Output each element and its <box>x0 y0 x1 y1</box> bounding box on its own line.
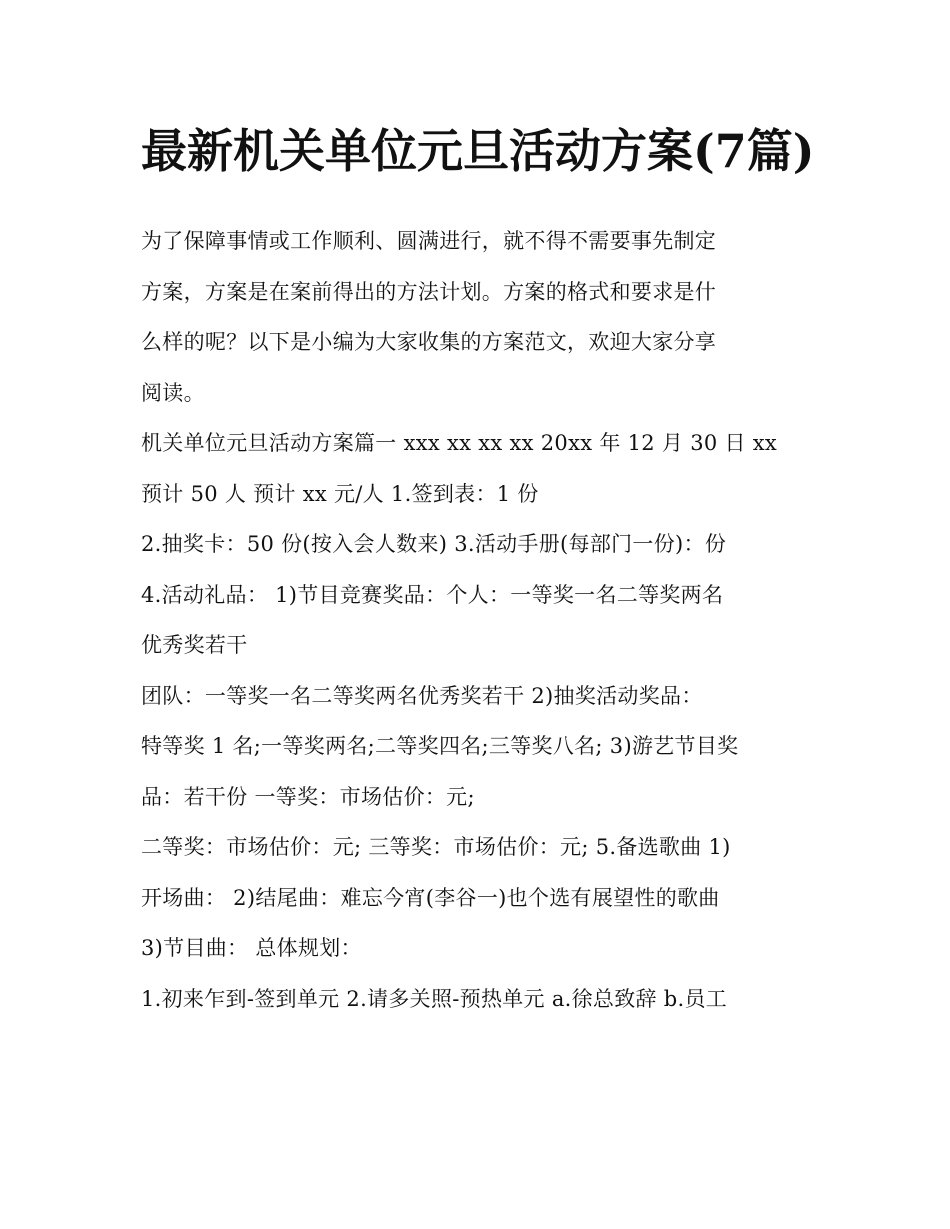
body-line: 二等奖：市场估价：元; 三等奖：市场估价：元; 5.备选歌曲 1) <box>141 835 731 859</box>
body-line: 特等奖 1 名;一等奖两名;二等奖四名;三等奖八名; 3)游艺节目奖 <box>141 734 739 758</box>
body-line: 阅读。 <box>141 380 205 405</box>
document-title: 最新机关单位元旦活动方案(7篇) <box>141 124 815 178</box>
body-line: 为了保障事情或工作顺利、圆满进行，就不得不需要事先制定 <box>141 229 717 253</box>
document-page <box>141 112 821 1024</box>
body-line: 么样的呢？以下是小编为大家收集的方案范文，欢迎大家分享 <box>141 330 717 354</box>
body-line: 优秀奖若干 <box>141 633 248 657</box>
body-line: 预计 50 人 预计 xx 元/人 1.签到表：1 份 <box>141 481 539 506</box>
body-line: 品：若干份 一等奖：市场估价：元; <box>141 784 475 809</box>
body-line: 开场曲： 2)结尾曲：难忘今宵(李谷一)也个选有展望性的歌曲 <box>141 885 720 910</box>
body-line: 团队：一等奖一名二等奖两名优秀奖若干 2)抽奖活动奖品： <box>141 683 703 708</box>
body-line: 4.活动礼品： 1)节目竞赛奖品：个人：一等奖一名二等奖两名 <box>141 582 724 607</box>
body-line: 机关单位元旦活动方案篇一 xxx xx xx xx 20xx 年 12 月 30 日 xx <box>141 431 778 455</box>
body-line: 3)节目曲： 总体规划： <box>141 936 362 960</box>
body-line: 方案，方案是在案前得出的方法计划。方案的格式和要求是什 <box>141 279 717 304</box>
body-line: 1.初来乍到-签到单元 2.请多关照-预热单元 a.徐总致辞 b.员工 <box>141 986 728 1011</box>
document-body <box>141 216 821 1024</box>
body-line: 2.抽奖卡：50 份(按入会人数来) 3.活动手册(每部门一份)：份 <box>141 532 727 556</box>
